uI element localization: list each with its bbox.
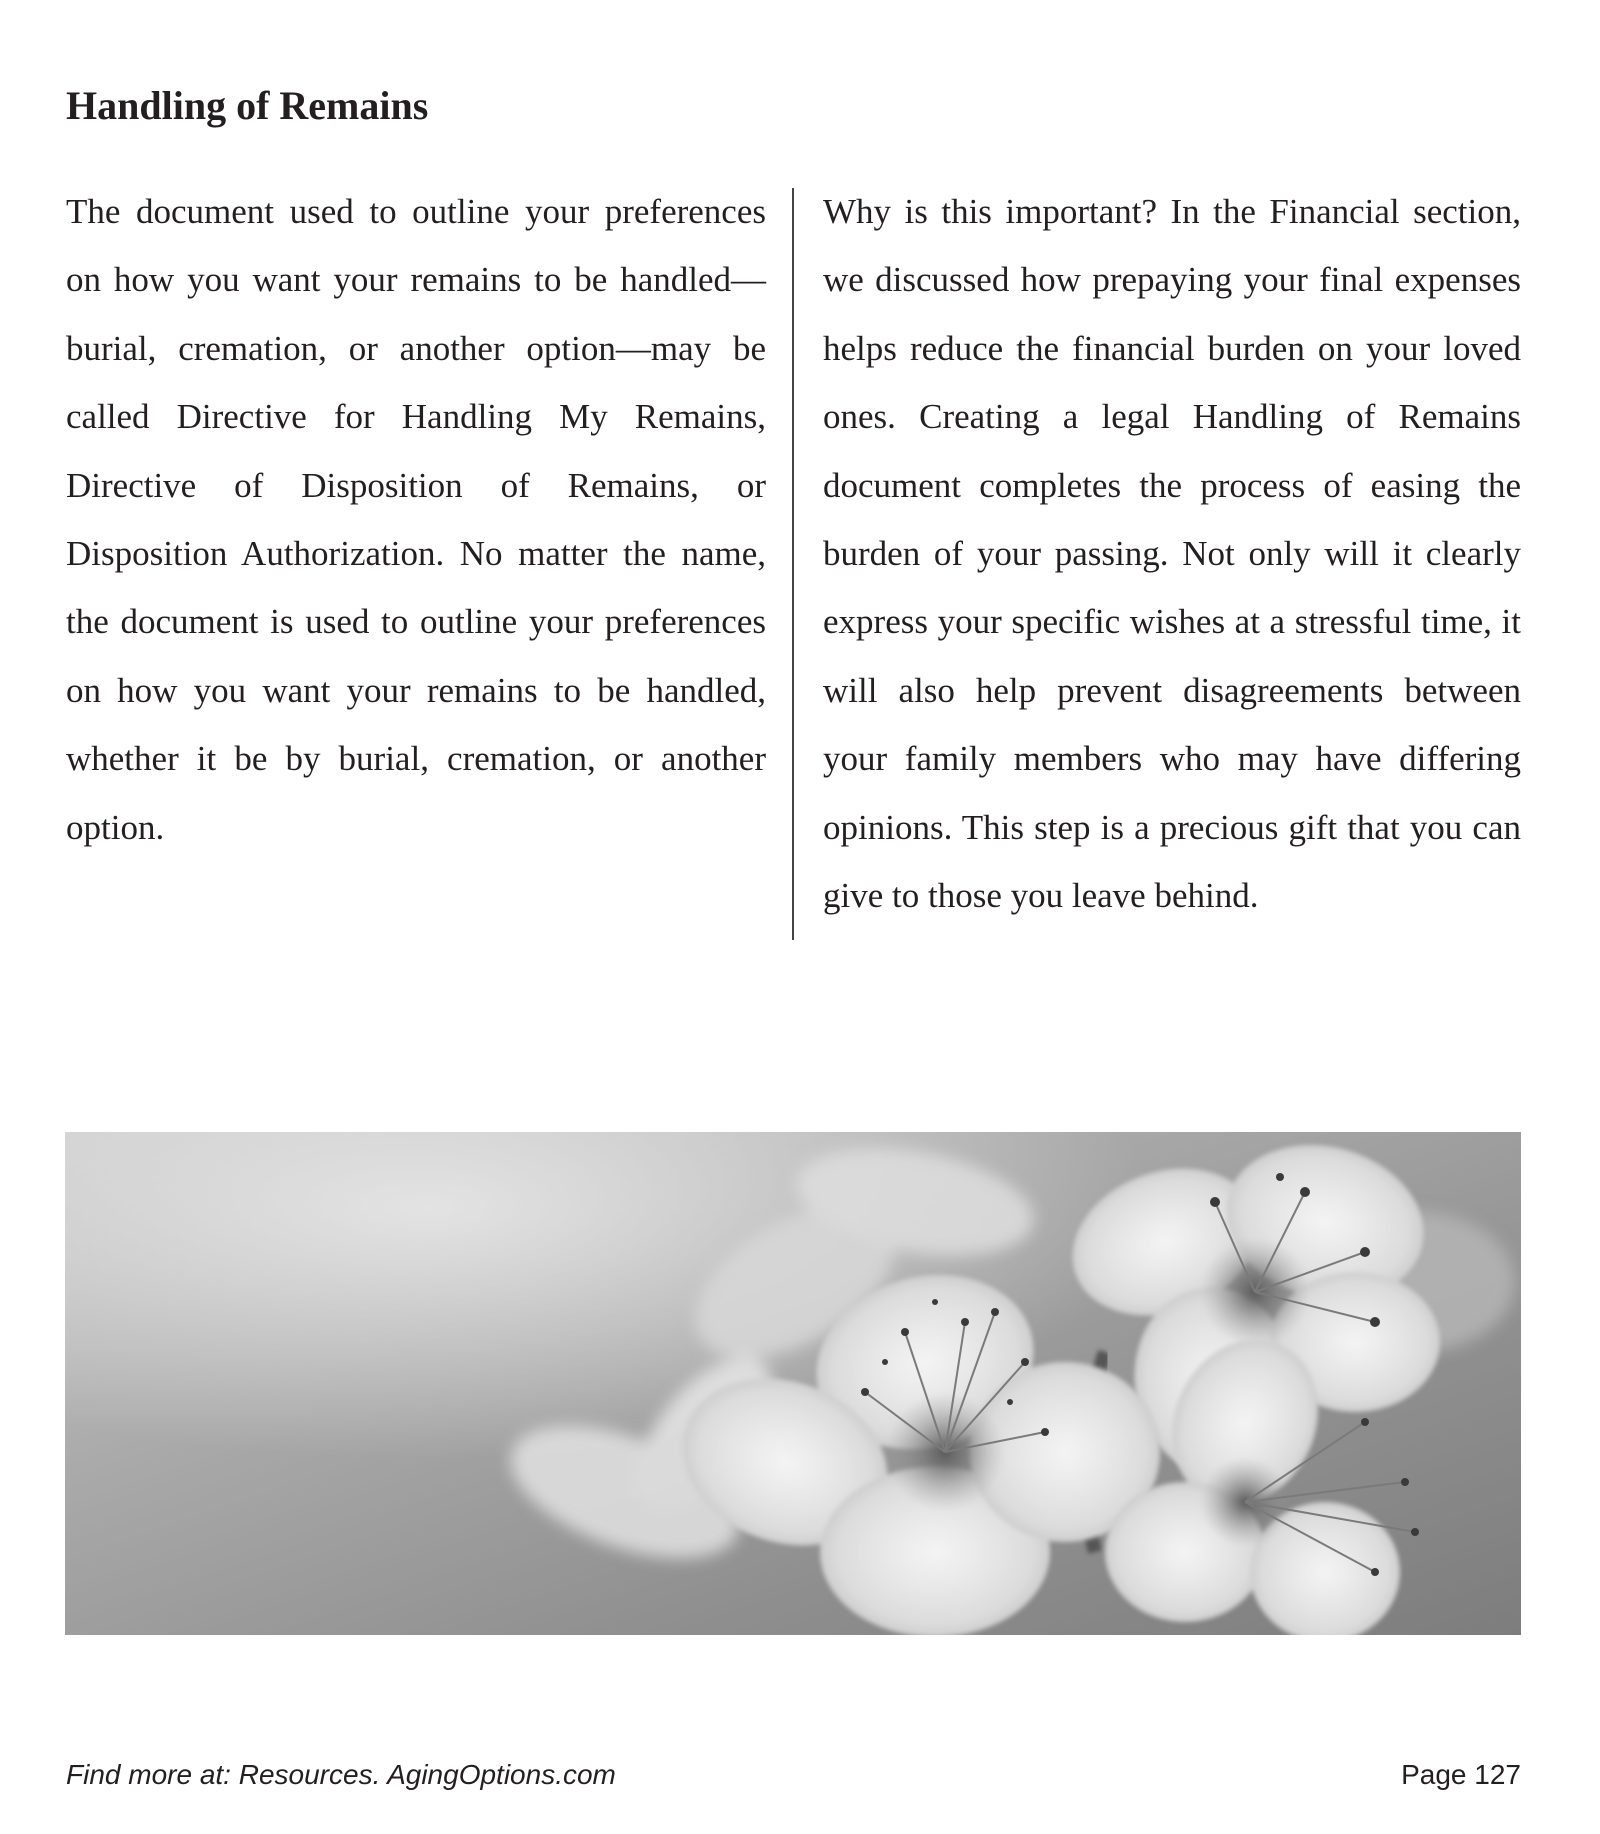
blossom-illustration xyxy=(65,1132,1521,1635)
page-title: Handling of Remains xyxy=(66,83,429,128)
blossom-photo xyxy=(65,1132,1521,1635)
column-divider xyxy=(792,188,794,940)
body-column-right: Why is this important? In the Financial section, we discussed how prepaying your final expenses helps reduce the financial burden on your loved ones. Creating a legal Handling of Remains document completes the process of easing the burden of your passing. Not only will it clearly express your specific wishes at a stressful time, it will also help prevent disagreements between your family members who may have differing opinions. This step is a precious gift that you can give to those you leave behind. xyxy=(823,192,1521,916)
body-column-left: The document used to outline your preferences on how you want your remains to be handled—burial, cremation, or another option—may be called Directive for Handling My Remains, Directive of Disposition of Remains, or Disposition Authorization. No matter the name, the document is used to outline your preferences on how you want your remains to be handled, whether it be by burial, cremation, or another option. xyxy=(66,192,766,847)
page-number: Page 127 xyxy=(1401,1759,1521,1790)
footer-source: Find more at: Resources. AgingOptions.com xyxy=(66,1759,616,1790)
